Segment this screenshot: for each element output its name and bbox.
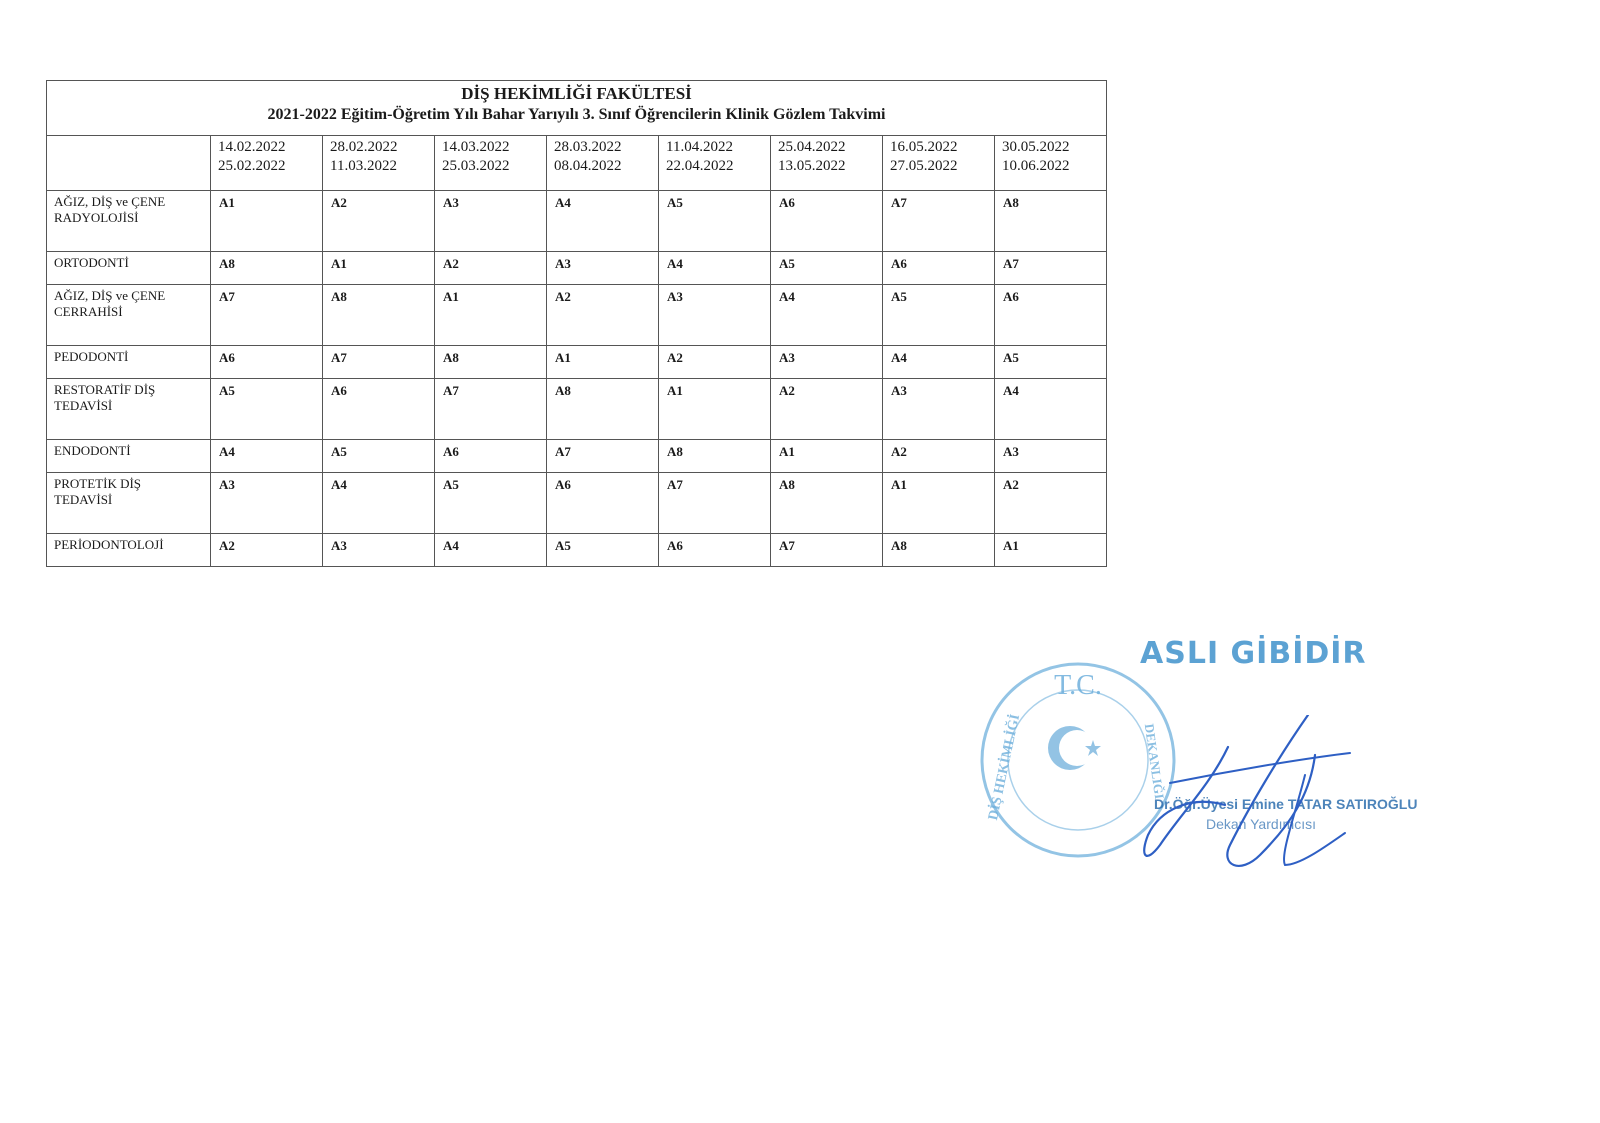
group-cell: A4 [435, 534, 547, 567]
group-cell: A1 [435, 285, 547, 346]
department-cell [47, 346, 211, 379]
group-cell: A8 [211, 252, 323, 285]
corner-cell [47, 136, 211, 191]
group-cell: A7 [659, 473, 771, 534]
department-cell [47, 473, 211, 534]
period-end: 08.04.2022 [554, 158, 622, 174]
group-cell: A1 [995, 534, 1107, 567]
department-cell [47, 379, 211, 440]
schedule-row [47, 473, 1107, 534]
period-start: 28.03.2022 [554, 139, 622, 155]
group-cell: A1 [883, 473, 995, 534]
group-cell: A5 [995, 346, 1107, 379]
handwritten-signature [1140, 715, 1380, 890]
group-cell: A1 [771, 440, 883, 473]
department-name: PEDODONTİ [54, 349, 129, 364]
group-cell: A4 [995, 379, 1107, 440]
schedule-row [47, 346, 1107, 379]
period-end: 13.05.2022 [778, 158, 846, 174]
clinical-schedule-table [46, 80, 1107, 567]
group-cell: A6 [771, 191, 883, 252]
group-cell: A4 [659, 252, 771, 285]
group-cell: A3 [883, 379, 995, 440]
seal-ring-right-text: DEKANLIĞI [1141, 722, 1168, 800]
group-cell: A5 [323, 440, 435, 473]
department-name-cont: TEDAVİSİ [54, 492, 113, 507]
department-name: AĞIZ, DİŞ ve ÇENE [54, 194, 166, 209]
group-cell: A1 [547, 346, 659, 379]
group-cell: A8 [323, 285, 435, 346]
group-cell: A5 [659, 191, 771, 252]
period-start: 11.04.2022 [666, 139, 733, 155]
period-end: 22.04.2022 [666, 158, 734, 174]
group-cell: A5 [211, 379, 323, 440]
group-cell: A2 [771, 379, 883, 440]
period-header [659, 136, 771, 191]
group-cell: A4 [323, 473, 435, 534]
group-cell: A1 [659, 379, 771, 440]
group-cell: A6 [211, 346, 323, 379]
group-cell: A8 [771, 473, 883, 534]
period-end: 25.02.2022 [218, 158, 286, 174]
department-cell [47, 285, 211, 346]
period-end: 27.05.2022 [890, 158, 958, 174]
group-cell: A5 [883, 285, 995, 346]
group-cell: A8 [659, 440, 771, 473]
group-cell: A2 [883, 440, 995, 473]
group-cell: A2 [659, 346, 771, 379]
department-name: ENDODONTİ [54, 443, 131, 458]
period-end: 11.03.2022 [330, 158, 397, 174]
schedule-subtitle: 2021-2022 Eğitim-Öğretim Yılı Bahar Yarıyılı 3. Sınıf Öğrencilerin Klinik Gözlem Takvimi [267, 106, 886, 123]
group-cell: A1 [323, 252, 435, 285]
group-cell: A2 [995, 473, 1107, 534]
department-cell [47, 191, 211, 252]
group-cell: A6 [435, 440, 547, 473]
period-start: 28.02.2022 [330, 139, 398, 155]
group-cell: A7 [323, 346, 435, 379]
group-cell: A7 [435, 379, 547, 440]
seal-top-text: T.C. [1054, 670, 1102, 701]
seal-ring-left-text: DİŞ HEKİMLİĞİ [986, 713, 1024, 822]
department-name: PROTETİK DİŞ [54, 476, 142, 491]
department-name-cont: CERRAHİSİ [54, 304, 123, 319]
group-cell: A2 [547, 285, 659, 346]
group-cell: A8 [435, 346, 547, 379]
period-header [883, 136, 995, 191]
period-start: 14.03.2022 [442, 139, 510, 155]
group-cell: A7 [883, 191, 995, 252]
period-start: 25.04.2022 [778, 139, 846, 155]
group-cell: A5 [435, 473, 547, 534]
department-cell [47, 252, 211, 285]
group-cell: A5 [771, 252, 883, 285]
certified-copy-stamp: ASLI GİBİDİR [1140, 636, 1367, 671]
group-cell: A7 [547, 440, 659, 473]
group-cell: A2 [323, 191, 435, 252]
group-cell: A3 [323, 534, 435, 567]
group-cell: A6 [547, 473, 659, 534]
schedule-row [47, 440, 1107, 473]
department-name: ORTODONTİ [54, 255, 129, 270]
group-cell: A7 [211, 285, 323, 346]
group-cell: A2 [435, 252, 547, 285]
group-cell: A5 [547, 534, 659, 567]
department-name: AĞIZ, DİŞ ve ÇENE [54, 288, 166, 303]
group-cell: A3 [995, 440, 1107, 473]
group-cell: A3 [771, 346, 883, 379]
department-cell [47, 440, 211, 473]
group-cell: A3 [435, 191, 547, 252]
group-cell: A7 [995, 252, 1107, 285]
group-cell: A6 [659, 534, 771, 567]
group-cell: A2 [211, 534, 323, 567]
department-cell [47, 534, 211, 567]
department-name: PERİODONTOLOJİ [54, 537, 164, 552]
group-cell: A6 [883, 252, 995, 285]
period-header [211, 136, 323, 191]
period-start: 14.02.2022 [218, 139, 286, 155]
period-start: 16.05.2022 [890, 139, 958, 155]
group-cell: A3 [211, 473, 323, 534]
department-name-cont: TEDAVİSİ [54, 398, 113, 413]
group-cell: A8 [547, 379, 659, 440]
table-title [47, 81, 1107, 136]
schedule-row [47, 252, 1107, 285]
group-cell: A4 [547, 191, 659, 252]
signer-title: Dekan Yardımcısı [1206, 816, 1316, 832]
group-cell: A8 [883, 534, 995, 567]
crescent-star-icon [1048, 726, 1101, 770]
period-header-row [47, 136, 1107, 191]
signer-name: Dr.Öğr.Üyesi Emine TATAR SATIROĞLU [1154, 796, 1418, 812]
group-cell: A7 [771, 534, 883, 567]
period-header [771, 136, 883, 191]
group-cell: A4 [771, 285, 883, 346]
period-header [323, 136, 435, 191]
schedule-row [47, 534, 1107, 567]
group-cell: A3 [547, 252, 659, 285]
period-start: 30.05.2022 [1002, 139, 1070, 155]
department-name-cont: RADYOLOJİSİ [54, 210, 139, 225]
group-cell: A4 [211, 440, 323, 473]
group-cell: A8 [995, 191, 1107, 252]
group-cell: A6 [323, 379, 435, 440]
schedule-row [47, 285, 1107, 346]
period-header [547, 136, 659, 191]
group-cell: A3 [659, 285, 771, 346]
group-cell: A1 [211, 191, 323, 252]
period-header [435, 136, 547, 191]
department-name: RESTORATİF DİŞ [54, 382, 156, 397]
schedule-row [47, 191, 1107, 252]
period-header [995, 136, 1107, 191]
period-end: 10.06.2022 [1002, 158, 1070, 174]
faculty-title: DİŞ HEKİMLİĞİ FAKÜLTESİ [461, 84, 692, 103]
schedule-body [47, 191, 1107, 567]
period-end: 25.03.2022 [442, 158, 510, 174]
group-cell: A6 [995, 285, 1107, 346]
group-cell: A4 [883, 346, 995, 379]
schedule-row [47, 379, 1107, 440]
